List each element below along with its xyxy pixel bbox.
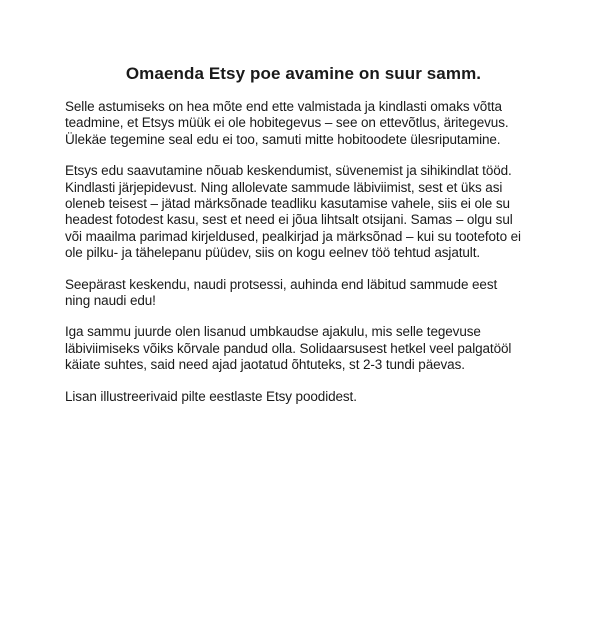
paragraph-images xyxy=(65,389,545,405)
text-line: või maailma parimad kirjeldused, pealkirjad ja märksõnad – kui su tootefoto ei xyxy=(65,228,521,244)
document-body xyxy=(65,99,545,420)
document-title: Omaenda Etsy poe avamine on suur samm. xyxy=(125,64,482,83)
text-line: läbiviimiseks võiks kõrvale pandud olla. Solidaarsusest hetkel veel palgatööl xyxy=(65,340,512,356)
text-line: käiate suhtes, said need ajad jaotatud õhtuteks, st 2-3 tundi päevas. xyxy=(65,357,465,373)
text-line: headest fotodest kasu, sest et need ei jõua lihtsalt otsijani. Samas – olgu sul xyxy=(65,212,513,228)
paragraph-intro xyxy=(65,99,545,148)
text-line: Selle astumiseks on hea mõte end ette valmistada ja kindlasti omaks võtta xyxy=(65,99,502,114)
text-line: ole pilku- ja tähelepanu püüdev, siis on kogu eelnev töö tehtud asjatult. xyxy=(65,245,480,261)
text-line: oleneb teisest – jätad märksõnade teadliku kasutamise vahele, siis ei ole su xyxy=(65,196,510,212)
paragraph-time xyxy=(65,324,545,373)
text-line: Seepärast keskendu, naudi protsessi, auhinda end läbitud sammude eest xyxy=(65,276,498,292)
text-line: Kindlasti järjepidevust. Ning allolevate sammude läbiviimist, sest et üks asi xyxy=(65,179,503,195)
text-line: ning naudi edu! xyxy=(65,293,156,309)
text-line: Iga sammu juurde olen lisanud umbkaudse ajakulu, mis selle tegevuse xyxy=(65,324,481,340)
paragraph-success xyxy=(65,163,545,261)
text-line: Ülekäe tegemine seal edu ei too, samuti mitte hobitoodete ülesriputamine. xyxy=(65,131,501,147)
text-line: Etsys edu saavutamine nõuab keskendumist, süvenemist ja sihikindlat tööd. xyxy=(65,163,512,179)
paragraph-focus xyxy=(65,277,545,310)
text-line: Lisan illustreerivaid pilte eestlaste Etsy poodidest. xyxy=(65,388,357,404)
text-line: teadmine, et Etsys müük ei ole hobitegevus – see on ettevõtlus, äritegevus. xyxy=(65,115,509,131)
